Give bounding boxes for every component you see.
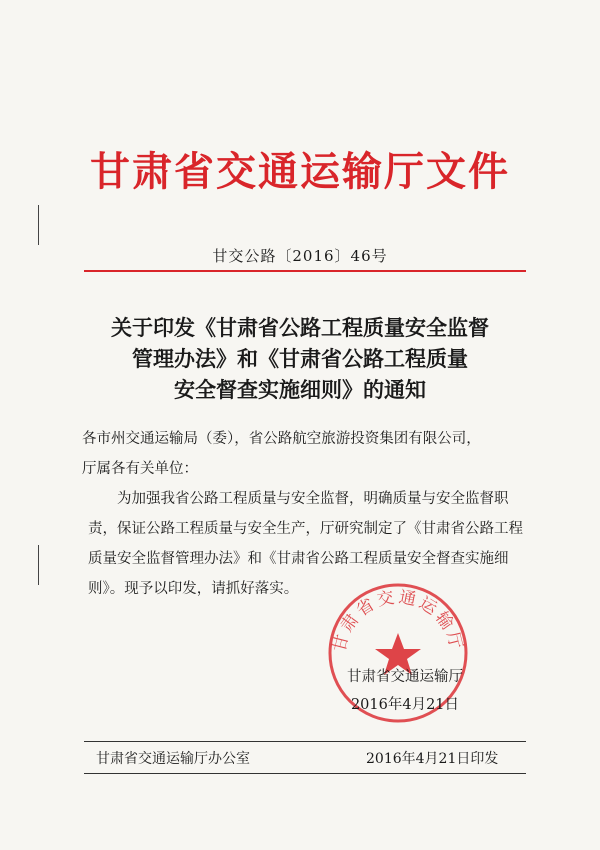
issuer-name: 甘肃省交通运输厅	[347, 669, 463, 685]
footer-top-line	[84, 741, 526, 742]
document-subject	[60, 312, 540, 405]
subject-line-2: 管理办法》和《甘肃省公路工程质量	[132, 346, 468, 371]
binding-mark-top	[38, 205, 39, 245]
seal-text: 甘肃省交通运输厅	[329, 587, 467, 654]
issue-date: 2016年4月21日	[350, 697, 460, 713]
red-separator-line	[84, 270, 526, 272]
footer-print-date: 2016年4月21日印发	[366, 751, 499, 767]
document-number: 甘交公路〔2016〕46号	[212, 247, 388, 265]
footer-office: 甘肃省交通运输厅办公室	[96, 751, 250, 767]
subject-line-1: 关于印发《甘肃省公路工程质量安全监督	[111, 315, 489, 340]
footer-bottom-line	[84, 773, 526, 774]
recipients-line-1: 各市州交通运输局（委），省公路航空旅游投资集团有限公司，	[82, 431, 481, 447]
document-header-title: 甘肃省交通运输厅文件	[90, 148, 510, 195]
subject-line-3: 安全督查实施细则》的通知	[174, 377, 426, 402]
body-paragraph: 为加强我省公路工程质量与安全监督，明确质量与安全监督职责，保证公路工程质量与安全生产，厅研究制定了《甘肃省公路工程质量安全监督管理办法》和《甘肃省公路工程质量安全督查实施细则》。现予以印发，请抓好落实。	[88, 491, 523, 597]
recipients-line-2: 厅属各有关单位：	[82, 461, 198, 477]
signature-block	[330, 663, 480, 719]
binding-mark-bottom	[38, 545, 39, 585]
document-body	[82, 424, 528, 604]
